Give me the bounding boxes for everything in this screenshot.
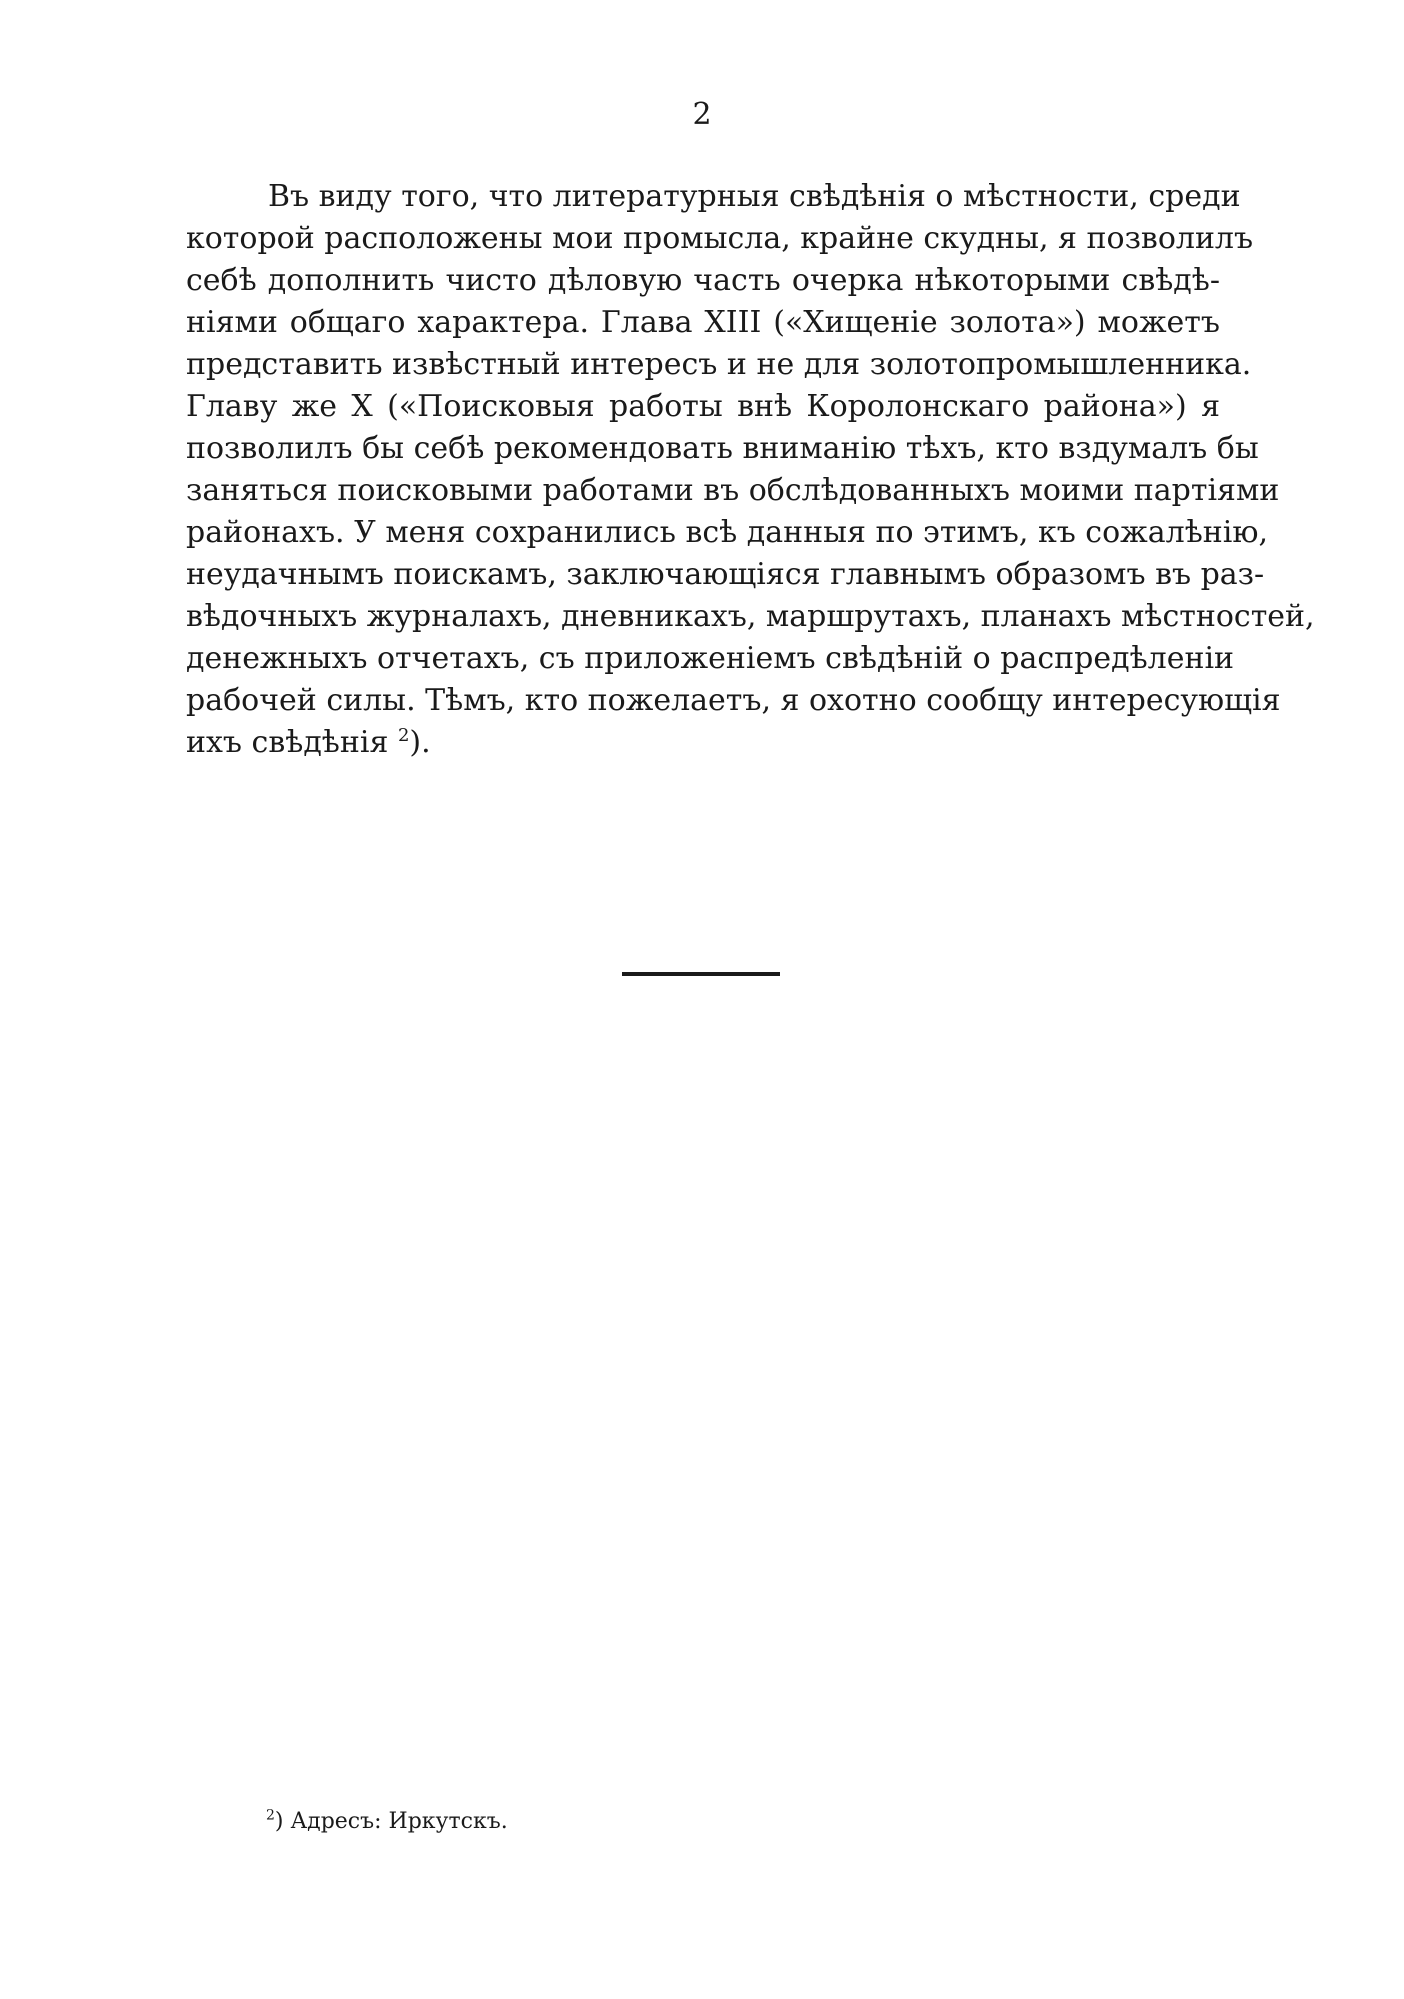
paragraph-line: заняться поисковыми работами въ обслѣдованныхъ моими партіями bbox=[186, 473, 1280, 508]
paragraph-line: районахъ. У меня сохранились всѣ данныя по этимъ, къ сожалѣнію, bbox=[186, 515, 1269, 550]
paragraph-line: рабочей силы. Тѣмъ, кто пожелаетъ, я охотно сообщу интересующія bbox=[186, 683, 1281, 718]
paragraph-line: неудачнымъ поискамъ, заключающіяся главнымъ образомъ въ раз- bbox=[186, 557, 1265, 592]
paragraph-line: ніями общаго характера. Глава XIII («Хищеніе золота») можетъ bbox=[186, 305, 1220, 340]
footnote bbox=[266, 1808, 508, 1836]
paragraph-line: представить извѣстный интересъ и не для золотопромышленника. bbox=[186, 347, 1252, 382]
page-number: 2 bbox=[692, 97, 712, 132]
footnote-text: ) Адресъ: Иркутскъ. bbox=[274, 1809, 508, 1834]
section-divider bbox=[622, 972, 780, 976]
body-paragraph bbox=[186, 176, 1315, 764]
paragraph-line: которой расположены мои промысла, крайне скудны, я позволилъ bbox=[186, 221, 1254, 256]
footnote-reference: 2 bbox=[397, 725, 410, 746]
last-line-text: ихъ свѣдѣнія bbox=[186, 725, 398, 760]
paragraph-line: позволилъ бы себѣ рекомендовать вниманію тѣхъ, кто вздумалъ бы bbox=[186, 431, 1259, 466]
paragraph-line: Главу же X («Поисковыя работы внѣ Королонскаго района») я bbox=[186, 389, 1220, 424]
paragraph-line: себѣ дополнить чисто дѣловую часть очерка нѣкоторыми свѣдѣ- bbox=[186, 263, 1220, 298]
paragraph-line: вѣдочныхъ журналахъ, дневникахъ, маршрутахъ, планахъ мѣстностей, bbox=[186, 599, 1315, 634]
paragraph-line: денежныхъ отчетахъ, съ приложеніемъ свѣдѣній о распредѣленіи bbox=[186, 641, 1235, 676]
paragraph-line: Въ виду того, что литературныя свѣдѣнія о мѣстности, среди bbox=[268, 179, 1241, 214]
footnote-mark: 2 bbox=[266, 1807, 275, 1824]
paragraph-last-line bbox=[186, 722, 1220, 764]
last-line-end: ). bbox=[409, 725, 431, 760]
